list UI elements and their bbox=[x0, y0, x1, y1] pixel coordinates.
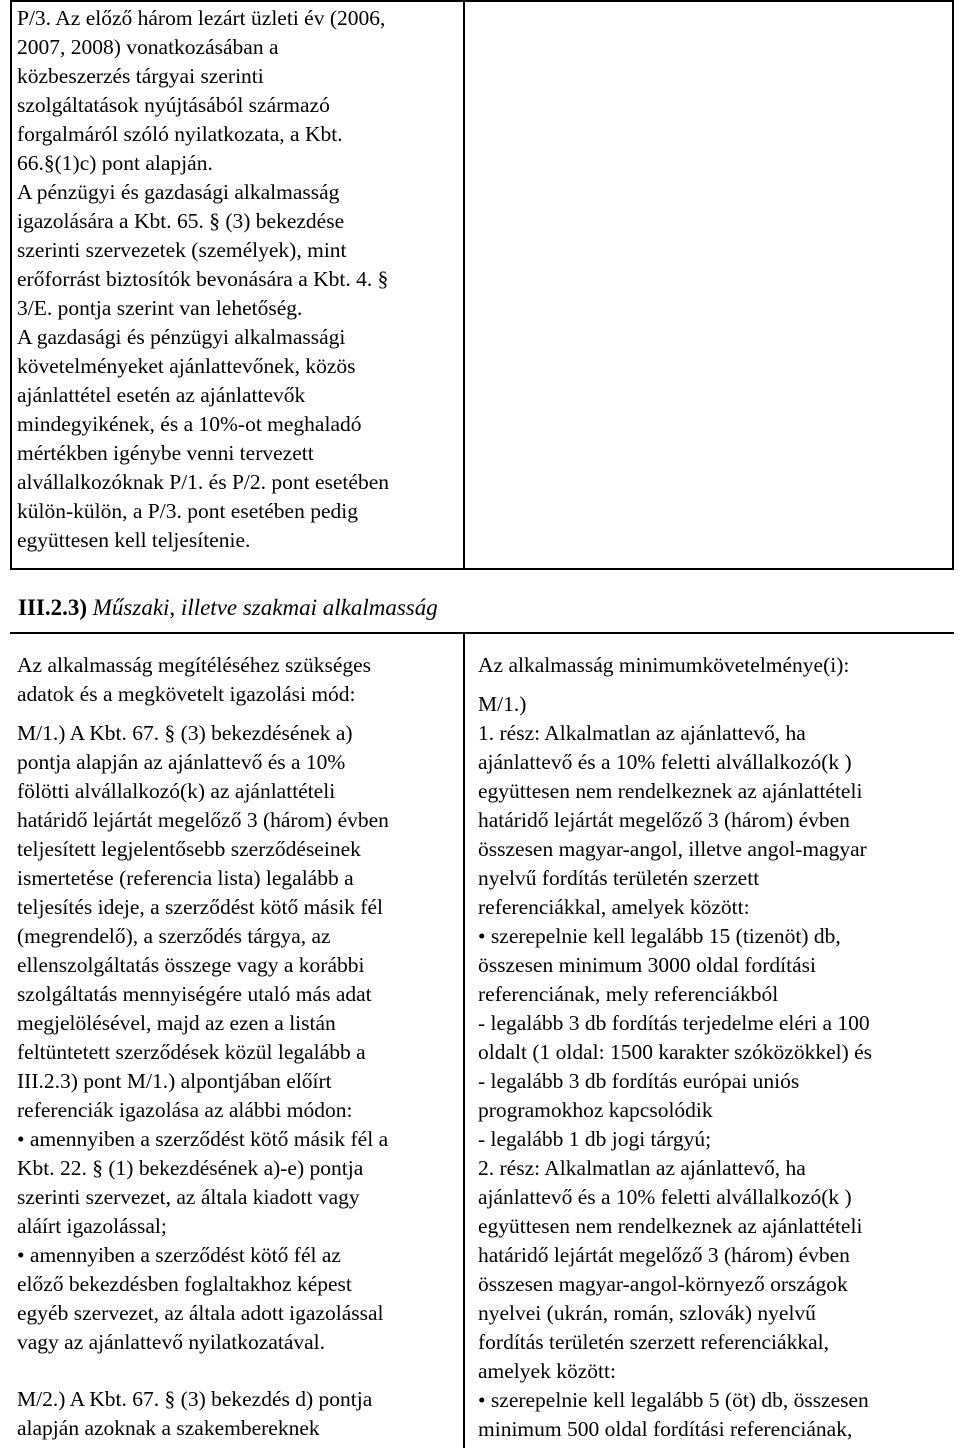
text-line: III.2.3) pont M/1.) alpontjában előírt bbox=[17, 1069, 332, 1093]
text-line: amelyek között: bbox=[478, 1359, 616, 1383]
text-line: fölötti alvállalkozó(k) az ajánlattételi bbox=[17, 779, 336, 803]
text-line: 2007, 2008) vonatkozásában a bbox=[17, 35, 279, 59]
column-header-line: adatok és a megkövetelt igazolási mód: bbox=[17, 682, 356, 706]
text-line: referenciának, mely referenciákból bbox=[478, 982, 779, 1006]
text-line: ajánlattevő és a 10% feletti alvállalkozó(k ) bbox=[478, 1185, 852, 1209]
text-line: ajánlattétel esetén az ajánlattevők bbox=[17, 383, 306, 407]
text-line: igazolására a Kbt. 65. § (3) bekezdése bbox=[17, 209, 345, 233]
bullet-line: • amennyiben a szerződést kötő másik fél a bbox=[17, 1125, 457, 1154]
section-number: III.2.3) bbox=[18, 595, 88, 620]
text-line: ajánlattevő és a 10% feletti alvállalkozó(k ) bbox=[478, 750, 852, 774]
text-line: teljesítés ideje, a szerződést kötő másik fél bbox=[17, 895, 383, 919]
text-line: Kbt. 22. § (1) bekezdésének a)-e) pontja bbox=[17, 1156, 364, 1180]
text-line: előző bekezdésben foglaltakhoz képest bbox=[17, 1272, 352, 1296]
text-line: 3/E. pontja szerint van lehetőség. bbox=[17, 296, 303, 320]
text-line: szerinti szervezet, az általa kiadott vagy bbox=[17, 1185, 360, 1209]
text-line: M/1.) A Kbt. 67. § (3) bekezdésének a) bbox=[17, 721, 353, 745]
text-line: minimum 500 oldal fordítási referenciának, bbox=[478, 1417, 853, 1441]
text-line: fordítás területén szerzett referenciákkal, bbox=[478, 1330, 829, 1354]
text-line: együttesen nem rendelkeznek az ajánlattételi bbox=[478, 779, 863, 803]
text-line: - legalább 1 db jogi tárgyú; bbox=[478, 1127, 712, 1151]
text-line: programokhoz kapcsolódik bbox=[478, 1098, 713, 1122]
text-line: nyelvei (ukrán, román, szlovák) nyelvű bbox=[478, 1301, 816, 1325]
text-line: aláírt igazolással; bbox=[17, 1214, 167, 1238]
cell-p3-minimum-empty bbox=[470, 4, 946, 564]
cell-p3-requirement bbox=[17, 4, 457, 555]
text-line: A gazdasági és pénzügyi alkalmassági bbox=[17, 325, 346, 349]
border-right-top bbox=[952, 0, 954, 570]
text-line: szolgáltatás mennyiségére utaló más adat bbox=[17, 982, 372, 1006]
text-line: oldalt (1 oldal: 1500 karakter szóközökkel) és bbox=[478, 1040, 873, 1064]
cell-minimum-requirements bbox=[478, 651, 948, 1444]
cell-required-data bbox=[17, 651, 457, 1443]
text-line: szolgáltatások nyújtásából származó bbox=[17, 93, 330, 117]
text-line: összesen minimum 3000 oldal fordítási bbox=[478, 953, 816, 977]
text-line: M/2.) A Kbt. 67. § (3) bekezdés d) pontja bbox=[17, 1387, 373, 1411]
text-line: forgalmáról szóló nyilatkozata, a Kbt. bbox=[17, 122, 343, 146]
text-line: - legalább 3 db fordítás európai uniós bbox=[478, 1069, 800, 1093]
text-line: - legalább 3 db fordítás terjedelme eléri a 100 bbox=[478, 1011, 870, 1035]
text-line: 2. rész: Alkalmatlan az ajánlattevő, ha bbox=[478, 1156, 806, 1180]
text-line: közbeszerzés tárgyai szerinti bbox=[17, 64, 264, 88]
text-line: 66.§(1)c) pont alapján. bbox=[17, 151, 213, 175]
text-line: (megrendelő), a szerződés tárgya, az bbox=[17, 924, 331, 948]
bullet-line: • amennyiben a szerződést kötő fél az bbox=[17, 1241, 457, 1270]
text-line: pontja alapján az ajánlattevő és a 10% bbox=[17, 750, 346, 774]
bullet-line: • szerepelnie kell legalább 5 (öt) db, összesen bbox=[478, 1386, 948, 1415]
border-mid-top bbox=[463, 0, 465, 570]
text-line: A pénzügyi és gazdasági alkalmasság bbox=[17, 180, 340, 204]
text-line: feltüntetett szerződések közül legalább a bbox=[17, 1040, 366, 1064]
bullet-line: • szerepelnie kell legalább 15 (tizenöt) db, bbox=[478, 922, 948, 951]
border-after-first-row bbox=[10, 568, 954, 570]
text-line: ellenszolgáltatás összege vagy a korábbi bbox=[17, 953, 365, 977]
text-line: határidő lejártát megelőző 3 (három) évben bbox=[478, 808, 850, 832]
text-line: összesen magyar-angol-környező országok bbox=[478, 1272, 848, 1296]
text-line: nyelvű fordítás területén szerzett bbox=[478, 866, 760, 890]
section-heading bbox=[18, 595, 438, 621]
text-line: alapján azoknak a szakembereknek bbox=[17, 1416, 320, 1440]
text-line: P/3. Az előző három lezárt üzleti év (2006, bbox=[17, 6, 386, 30]
border-top bbox=[10, 0, 954, 2]
text-line: egyéb szervezet, az általa adott igazolással bbox=[17, 1301, 384, 1325]
column-header-line: Az alkalmasság minimumkövetelménye(i): bbox=[478, 653, 850, 677]
text-line: összesen magyar-angol, illetve angol-magyar bbox=[478, 837, 867, 861]
text-line: mértékben igénybe venni tervezett bbox=[17, 441, 314, 465]
text-line: együttesen kell teljesítenie. bbox=[17, 528, 251, 552]
text-line: ismertetése (referencia lista) legalább a bbox=[17, 866, 354, 890]
text-line: megjelölésével, majd az ezen a listán bbox=[17, 1011, 336, 1035]
text-line: 1. rész: Alkalmatlan az ajánlattevő, ha bbox=[478, 721, 806, 745]
text-line: szerinti szervezetek (személyek), mint bbox=[17, 238, 347, 262]
column-header-line: Az alkalmasság megítéléséhez szükséges bbox=[17, 653, 372, 677]
text-line: referenciák igazolása az alábbi módon: bbox=[17, 1098, 353, 1122]
section-title-text: Műszaki, illetve szakmai alkalmasság bbox=[92, 595, 438, 620]
text-line: együttesen nem rendelkeznek az ajánlattételi bbox=[478, 1214, 863, 1238]
border-mid-bottom bbox=[463, 632, 465, 1448]
text-line: határidő lejártát megelőző 3 (három) évben bbox=[17, 808, 389, 832]
border-under-section-title bbox=[10, 632, 954, 634]
text-line: külön-külön, a P/3. pont esetében pedig bbox=[17, 499, 358, 523]
text-line: erőforrást biztosítók bevonására a Kbt. 4. § bbox=[17, 267, 389, 291]
text-line: referenciákkal, amelyek között: bbox=[478, 895, 750, 919]
text-line: teljesített legjelentősebb szerződéseinek bbox=[17, 837, 361, 861]
text-line: követelményeket ajánlattevőnek, közös bbox=[17, 354, 356, 378]
border-left-top bbox=[10, 0, 12, 570]
text-line: vagy az ajánlattevő nyilatkozatával. bbox=[17, 1330, 326, 1354]
text-line: alvállalkozóknak P/1. és P/2. pont esetében bbox=[17, 470, 389, 494]
text-line: határidő lejártát megelőző 3 (három) évben bbox=[478, 1243, 850, 1267]
text-line: M/1.) bbox=[478, 692, 527, 716]
text-line: mindegyikének, és a 10%-ot meghaladó bbox=[17, 412, 362, 436]
